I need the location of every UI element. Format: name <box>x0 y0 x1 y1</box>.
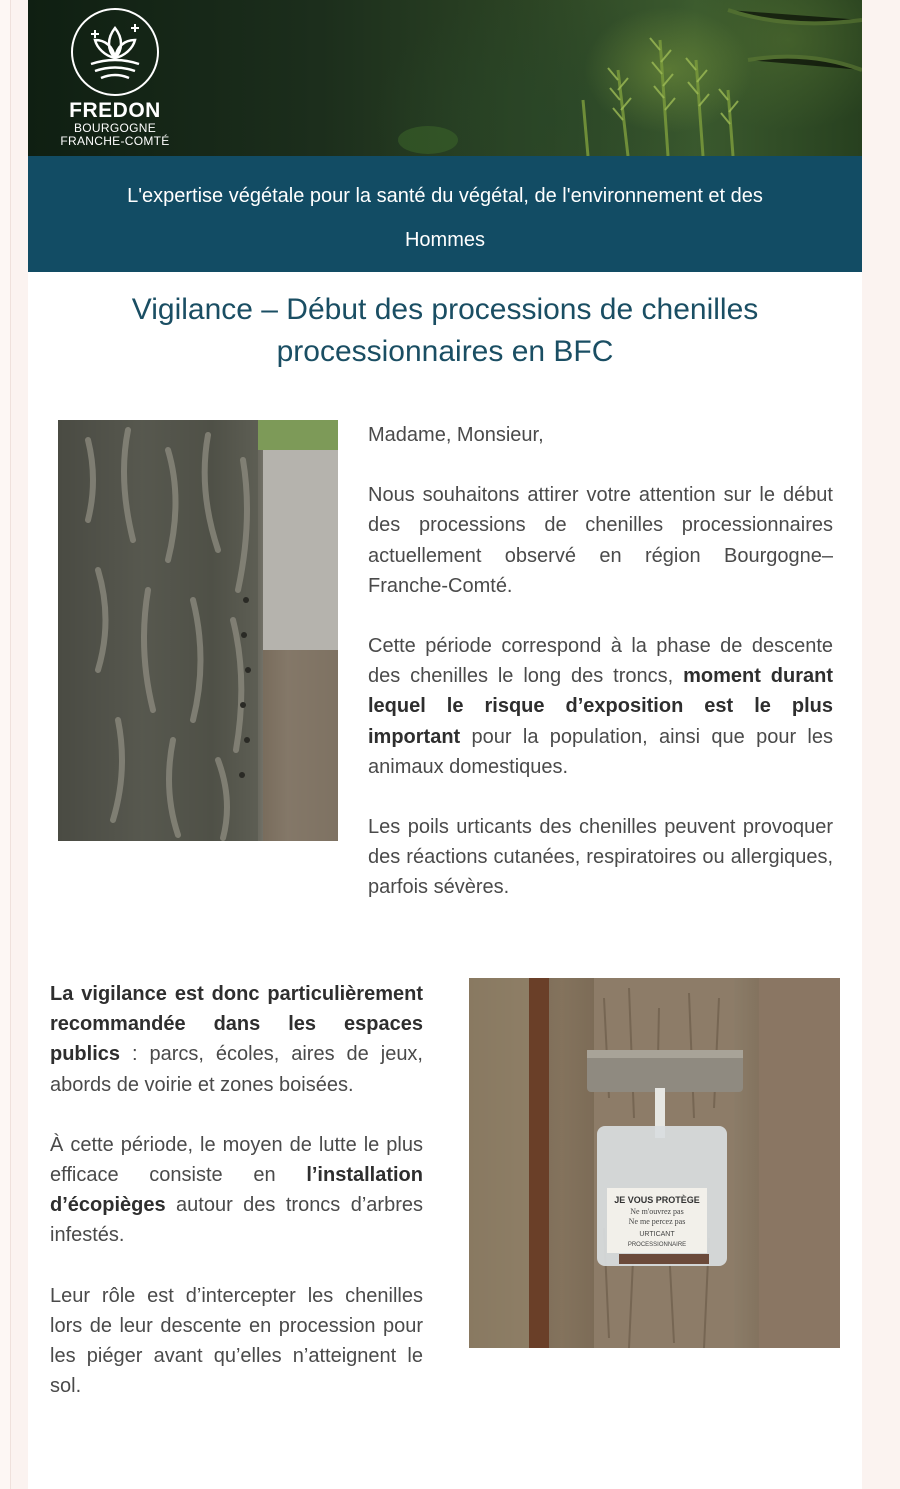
paragraph-ecotraps <box>50 1130 423 1251</box>
header-banner <box>28 0 862 156</box>
descent-start: Cette période correspond à la phase de descente des chenilles le long des troncs, <box>368 635 833 688</box>
ecotraps-start: À cette période, le moyen de lutte le plus efficace consiste en <box>50 1133 423 1187</box>
leaf-logo-icon <box>71 8 159 96</box>
caterpillars-trunk-photo <box>58 420 338 841</box>
intro-text <box>368 420 833 933</box>
greeting: Madame, Monsieur, <box>368 424 544 446</box>
ecotraps-end: autour des troncs d’arbres infestés. <box>50 1194 423 1247</box>
article-title: Vigilance – Début des processions de chenilles processionnaires en BFC <box>131 293 759 368</box>
trap-label-line4: URTICANT <box>639 1231 675 1238</box>
paragraph-descent <box>368 631 833 782</box>
trap-label-line1: JE VOUS PROTÈGE <box>614 1195 700 1205</box>
window-edge <box>0 0 11 1489</box>
trap-label-line5: PROCESSIONNAIRE <box>627 1242 687 1248</box>
descent-emphasis: moment durant lequel le risque d’exposition est le plus important <box>368 665 833 748</box>
ecotraps-emphasis: l’installation d’écopièges <box>50 1164 423 1217</box>
trap-label-line2: Ne m'ouvrez pas <box>630 1207 684 1216</box>
paragraph-attention: Nous souhaitons attirer votre attention sur le début des processions de chenilles processionnaires actuellement observé en région Bourgogne–Franche-Comté. <box>368 484 833 597</box>
trap-label-line3: Ne me percez pas <box>628 1217 686 1226</box>
newsletter-card <box>28 0 862 1489</box>
public-spaces-emphasis: La vigilance est donc particulièrement recommandée dans les espaces publics <box>50 983 423 1066</box>
vigilance-text <box>50 979 423 1431</box>
descent-end: pour la population, ainsi que pour les animaux domestiques. <box>368 725 833 778</box>
tagline-bar: L'expertise végétale pour la santé du végétal, de l'environnement et des Hommes <box>28 156 862 272</box>
brand-name: FREDON <box>69 99 161 122</box>
ecotrap-photo <box>469 978 840 1348</box>
paragraph-role: Leur rôle est d’intercepter les chenilles lors de leur descente en procession pour les piéger avant qu’elles n’atteignent le sol. <box>50 1284 423 1398</box>
public-spaces-end: : parcs, écoles, aires de jeux, abords de voirie et zones boisées. <box>50 1043 423 1096</box>
paragraph-public-spaces <box>50 979 423 1100</box>
paragraph-urticating: Les poils urticants des chenilles peuvent provoquer des réactions cutanées, respiratoires ou allergiques, parfois sévères. <box>368 816 833 899</box>
fredon-logo[interactable] <box>50 8 180 148</box>
brand-region-1: BOURGOGNE <box>73 121 157 135</box>
brand-region-2: FRANCHE-COMTÉ <box>60 134 170 148</box>
